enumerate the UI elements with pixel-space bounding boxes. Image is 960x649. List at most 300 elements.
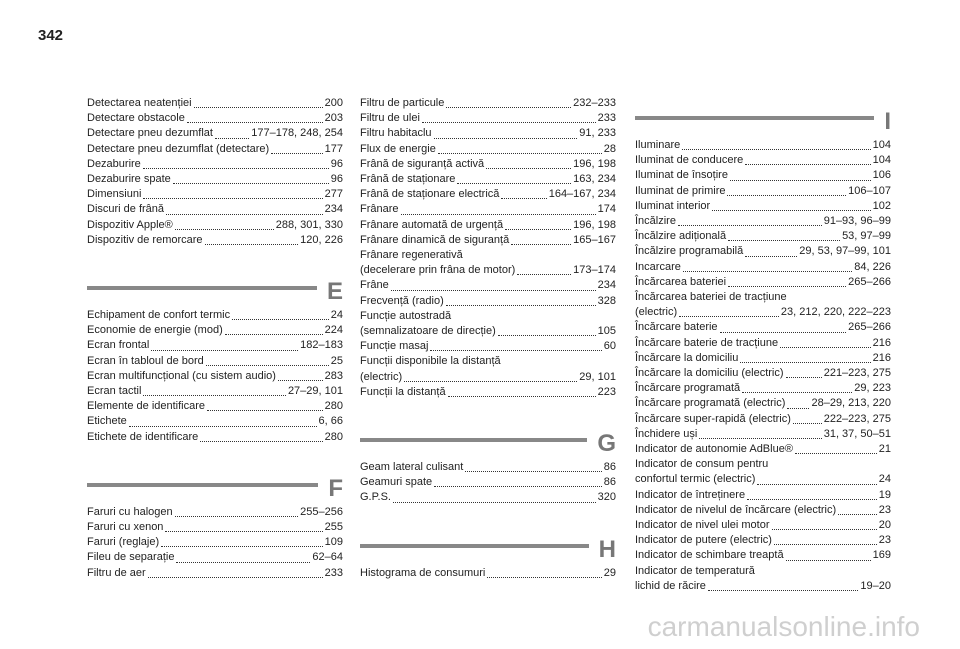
index-entry <box>635 488 891 503</box>
index-entry-term: Funcții disponibile la distanță <box>360 355 501 368</box>
index-entry-term: Frânare dinamică de siguranță <box>360 233 510 246</box>
index-entry <box>87 505 343 520</box>
index-entry-term: Frână de staționare electrică <box>360 188 500 201</box>
index-entry-term: Ecran frontal <box>87 339 150 352</box>
index-entry <box>635 412 891 427</box>
index-entry-term: Iluminat interior <box>635 199 711 212</box>
dot-leader <box>740 362 870 363</box>
index-entry-term: Încălzire programabilă <box>635 245 744 258</box>
page-number: 342 <box>38 27 64 44</box>
dot-leader <box>129 426 317 427</box>
index-entry <box>87 172 343 187</box>
index-entry-pages: 106–107 <box>848 184 891 197</box>
index-entry-term: (semnalizatoare de direcție) <box>360 325 496 338</box>
dot-leader <box>679 316 779 317</box>
index-entry-term: Indicator de autonomie AdBlue® <box>635 443 793 456</box>
section-rule <box>360 544 589 548</box>
index-entry-term: Încărcare programată <box>635 382 741 395</box>
dot-leader <box>678 225 822 226</box>
index-entry-pages: 223 <box>597 385 616 398</box>
index-entry <box>635 396 891 411</box>
section-letter: G <box>597 430 616 458</box>
index-entry-term: Frână de staționare <box>360 173 456 186</box>
index-entry-pages: 216 <box>872 351 891 364</box>
index-entry <box>360 218 616 233</box>
dot-leader <box>225 334 323 335</box>
dot-leader <box>757 484 876 485</box>
index-entry-pages: 280 <box>324 430 343 443</box>
section-rule <box>635 116 874 120</box>
index-entry-term: Iluminare <box>635 139 681 151</box>
index-entry-pages: 288, 301, 330 <box>275 218 343 231</box>
index-entry-term: (electric) <box>360 370 403 383</box>
index-entry-term: Incarcare <box>635 260 681 273</box>
index-entry-pages: 20 <box>878 519 891 532</box>
index-entry-term: Frânare regenerativă <box>360 249 463 262</box>
index-entry <box>87 369 343 384</box>
index-entry-pages: 102 <box>872 199 891 212</box>
index-entry-term: Dimensiuni <box>87 188 142 201</box>
index-entry-term: Funcție masaj <box>360 340 429 353</box>
dot-leader <box>165 531 322 532</box>
index-entry-pages: 21 <box>878 443 891 456</box>
index-entry-pages: 29, 53, 97–99, 101 <box>799 245 891 258</box>
index-column-1 <box>87 96 343 581</box>
dot-leader <box>176 562 310 563</box>
dot-leader <box>720 332 847 333</box>
index-entry-pages: 91–93, 96–99 <box>823 215 891 228</box>
index-entry-pages: 25 <box>330 354 343 367</box>
index-entry-term: Dispozitiv Apple® <box>87 218 173 231</box>
index-entry-term: Faruri cu xenon <box>87 521 164 534</box>
index-entry-pages: 255 <box>324 521 343 534</box>
index-entry <box>635 427 891 442</box>
index-entry-term: Încărcarea bateriei <box>635 275 727 288</box>
index-entry <box>87 187 343 202</box>
dot-leader <box>278 380 323 381</box>
index-entry-term: Frână de siguranță activă <box>360 157 485 170</box>
index-entry <box>635 138 891 153</box>
section-header <box>360 524 616 564</box>
index-entry-term: Ecran multifuncțional (cu sistem audio) <box>87 369 276 382</box>
dot-leader <box>745 164 870 165</box>
index-entry-term: Discuri de frână <box>87 203 165 216</box>
dot-leader <box>772 529 877 530</box>
index-entry <box>87 308 343 323</box>
dot-leader <box>683 271 852 272</box>
index-entry <box>87 430 343 445</box>
dot-leader <box>143 168 329 169</box>
index-entry <box>635 244 891 259</box>
index-entry <box>360 370 616 385</box>
index-entry-term: (decelerare prin frâna de motor) <box>360 264 516 277</box>
index-entry-term: Histograma de consumuri <box>360 566 486 579</box>
dot-leader <box>175 229 274 230</box>
index-entry-pages: 277 <box>324 188 343 201</box>
index-column-2 <box>360 96 616 581</box>
index-entry-term: Indicator de nivel ulei motor <box>635 519 770 532</box>
index-entry <box>87 354 343 369</box>
index-entry-pages: 104 <box>872 154 891 167</box>
dot-leader <box>708 590 858 591</box>
index-entry-pages: 86 <box>603 461 616 474</box>
index-entry-term: Funcție autostradă <box>360 309 452 322</box>
index-entry-pages: 232–233 <box>573 97 616 109</box>
index-entry-term: Indicator de putere (electric) <box>635 534 772 547</box>
index-entry-pages: 216 <box>872 336 891 349</box>
index-entry-pages: 203 <box>324 112 343 125</box>
index-entry-term: Încălzire <box>635 215 676 228</box>
index-entry <box>635 472 891 487</box>
dot-leader <box>430 350 601 351</box>
index-entry-term: Dezaburire <box>87 157 141 170</box>
index-entry-term: Iluminat de primire <box>635 184 726 197</box>
index-entry <box>87 550 343 565</box>
index-entry-pages: 19 <box>878 488 891 501</box>
index-entry-term: Încărcare baterie <box>635 321 718 334</box>
dot-leader <box>795 453 877 454</box>
index-entry-pages: 177 <box>324 142 343 155</box>
index-entry-term: lichid de răcire <box>635 579 706 592</box>
index-entry-pages: 165–167 <box>573 233 616 246</box>
index-entry <box>87 520 343 535</box>
index-entry-term: Încărcare super-rapidă (electric) <box>635 412 791 425</box>
index-entry-term: Indicator de întreținere <box>635 488 746 501</box>
index-entry-pages: 169 <box>872 549 891 562</box>
section-header <box>87 463 343 503</box>
index-entry-term: Încărcare la domiciliu <box>635 351 739 364</box>
index-entry <box>635 548 891 563</box>
dot-leader <box>166 214 323 215</box>
dot-leader <box>143 198 322 199</box>
dot-leader <box>148 577 323 578</box>
dot-leader <box>742 392 852 393</box>
index-entry <box>360 142 616 157</box>
index-entry-pages: 280 <box>324 400 343 413</box>
dot-leader <box>787 408 809 409</box>
index-entry-pages: 120, 226 <box>300 233 343 246</box>
index-entry-term: Elemente de identificare <box>87 400 206 413</box>
index-entry <box>87 142 343 157</box>
index-entry <box>635 579 891 594</box>
index-entry-pages: 91, 233 <box>579 127 616 140</box>
index-column-3 <box>635 96 891 594</box>
dot-leader <box>143 395 286 396</box>
index-entry-pages: 86 <box>603 476 616 489</box>
index-entry-term: Detectarea neatenției <box>87 97 192 109</box>
dot-leader <box>457 183 571 184</box>
index-entry-pages: 265–266 <box>848 321 891 334</box>
dot-leader <box>745 256 797 257</box>
index-entry-pages: 234 <box>324 203 343 216</box>
dot-leader <box>682 149 870 150</box>
dot-leader <box>434 138 578 139</box>
dot-leader <box>511 244 571 245</box>
index-entry-term: Fileu de separație <box>87 551 175 564</box>
index-entry <box>635 518 891 533</box>
index-entry <box>360 339 616 354</box>
index-entry <box>360 324 616 339</box>
index-entry-pages: 200 <box>324 97 343 109</box>
index-entry-term: Iluminat de conducere <box>635 154 744 167</box>
index-entry-pages: 27–29, 101 <box>287 385 343 398</box>
index-entry-term: Etichete de identificare <box>87 430 199 443</box>
dot-leader <box>446 305 596 306</box>
index-entry-pages: 31, 37, 50–51 <box>823 427 891 440</box>
dot-leader <box>194 107 323 108</box>
dot-leader <box>728 286 846 287</box>
index-entry <box>360 172 616 187</box>
dot-leader <box>712 210 870 211</box>
dot-leader <box>438 153 602 154</box>
dot-leader <box>206 365 329 366</box>
index-entry-pages: 24 <box>878 473 891 486</box>
dot-leader <box>151 350 298 351</box>
index-entry-term: Geamuri spate <box>360 476 433 489</box>
index-entry-pages: 19–20 <box>860 579 891 592</box>
dot-leader <box>774 544 877 545</box>
index-entry-term: Filtru de particule <box>360 97 445 109</box>
index-entry-term: Ecran în tabloul de bord <box>87 354 204 367</box>
index-entry-pages: 23 <box>878 503 891 516</box>
index-entry-pages: 234 <box>597 279 616 292</box>
section-rule <box>360 438 587 442</box>
index-entry <box>360 263 616 278</box>
index-entry-pages: 29 <box>603 566 616 579</box>
dot-leader <box>747 499 877 500</box>
section-rule <box>87 483 318 487</box>
index-entry-term: Indicator de temperatură <box>635 564 755 577</box>
index-entry <box>360 187 616 202</box>
index-entry <box>87 399 343 414</box>
index-entry-term: Iluminat de însoțire <box>635 169 728 182</box>
index-entry-pages: 222–223, 275 <box>823 412 891 425</box>
index-entry-pages: 328 <box>597 294 616 307</box>
dot-leader <box>786 560 871 561</box>
dot-leader <box>446 107 571 108</box>
dot-leader <box>175 516 299 517</box>
dot-leader <box>786 377 822 378</box>
index-entry-pages: 96 <box>330 157 343 170</box>
index-entry-term: Filtru de aer <box>87 566 146 579</box>
index-entry-pages: 164–167, 234 <box>548 188 616 201</box>
index-entry <box>87 384 343 399</box>
dot-leader <box>501 198 546 199</box>
index-entry-term: confortul termic (electric) <box>635 473 756 486</box>
index-entry <box>360 202 616 217</box>
index-entry <box>87 323 343 338</box>
index-entry-term: Faruri (reglaje) <box>87 536 160 549</box>
index-entry-pages: 106 <box>872 169 891 182</box>
dot-leader <box>232 319 329 320</box>
index-entry-pages: 196, 198 <box>573 157 616 170</box>
index-entry-term: Echipament de confort termic <box>87 309 231 322</box>
index-entry-term: Indicator de schimbare treaptă <box>635 549 784 562</box>
dot-leader <box>401 214 596 215</box>
index-entry <box>635 153 891 168</box>
index-entry <box>635 214 891 229</box>
index-entry-pages: 283 <box>324 369 343 382</box>
index-entry <box>87 566 343 581</box>
section-header <box>635 96 891 136</box>
dot-leader <box>730 180 871 181</box>
index-entry <box>360 385 616 400</box>
dot-leader <box>205 244 299 245</box>
index-entry-term: Etichete <box>87 415 127 428</box>
dot-leader <box>498 335 596 336</box>
index-entry <box>360 566 616 581</box>
dot-leader <box>838 514 877 515</box>
index-entry-term: G.P.S. <box>360 491 391 504</box>
dot-leader <box>393 502 596 503</box>
index-entry-term: Încălzire adițională <box>635 230 727 243</box>
section-header <box>87 266 343 306</box>
index-entry <box>360 233 616 248</box>
index-entry <box>635 305 891 320</box>
index-entry <box>87 157 343 172</box>
index-entry-pages: 174 <box>597 203 616 216</box>
index-entry-pages: 23 <box>878 534 891 547</box>
index-entry <box>635 336 891 351</box>
dot-leader <box>505 229 571 230</box>
index-entry <box>87 111 343 126</box>
watermark: carmanualsonline.info <box>647 611 920 642</box>
dot-leader <box>187 122 323 123</box>
section-header <box>360 418 616 458</box>
index-entry <box>360 294 616 309</box>
index-entry-term: Detectare pneu dezumflat (detectare) <box>87 142 270 155</box>
index-entry <box>360 111 616 126</box>
dot-leader <box>161 546 323 547</box>
index-entry-pages: 60 <box>603 340 616 353</box>
index-entry-pages: 233 <box>324 566 343 579</box>
index-entry-term: Frânare <box>360 203 399 216</box>
index-entry-pages: 62–64 <box>312 551 343 564</box>
index-entry-term: Geam lateral culisant <box>360 461 464 474</box>
index-entry <box>87 338 343 353</box>
index-entry <box>360 490 616 505</box>
dot-leader <box>780 347 871 348</box>
section-letter: F <box>328 474 343 502</box>
dot-leader <box>200 441 322 442</box>
index-entry <box>635 260 891 275</box>
index-entry-pages: 224 <box>324 324 343 337</box>
index-entry <box>360 157 616 172</box>
dot-leader <box>173 183 329 184</box>
section-letter: I <box>884 108 891 135</box>
index-entry <box>87 126 343 141</box>
index-entry-pages: 96 <box>330 173 343 186</box>
index-entry-term: (electric) <box>635 306 678 319</box>
index-entry <box>635 168 891 183</box>
dot-leader <box>727 195 846 196</box>
index-entry-pages: 173–174 <box>573 264 616 277</box>
index-entry-pages: 104 <box>872 139 891 151</box>
dot-leader <box>465 471 601 472</box>
index-entry-pages: 265–266 <box>848 275 891 288</box>
dot-leader <box>517 274 571 275</box>
dot-leader <box>487 577 601 578</box>
section-rule <box>87 286 317 290</box>
section-letter: E <box>326 278 343 306</box>
dot-leader <box>404 381 577 382</box>
index-entry-pages: 6, 66 <box>318 415 343 428</box>
index-entry-term: Detectare pneu dezumflat <box>87 127 213 140</box>
dot-leader <box>448 396 596 397</box>
index-entry-pages: 255–256 <box>300 505 343 518</box>
index-entry-pages: 28–29, 213, 220 <box>811 397 891 410</box>
index-entry-term: Detectare obstacole <box>87 112 185 125</box>
index-entry-pages: 84, 226 <box>854 260 891 273</box>
index-entry <box>360 96 616 111</box>
dot-leader <box>699 438 821 439</box>
index-entry <box>87 202 343 217</box>
index-entry-pages: 221–223, 275 <box>823 367 891 380</box>
index-entry-term: Frânare automată de urgență <box>360 218 504 231</box>
index-entry-term: Funcții la distanță <box>360 385 446 398</box>
index-entry <box>635 533 891 548</box>
index-entry <box>635 442 891 457</box>
index-entry <box>635 275 891 290</box>
dot-leader <box>728 240 840 241</box>
index-entry <box>87 218 343 233</box>
index-entry-pages: 23, 212, 220, 222–223 <box>780 306 891 319</box>
index-entry-pages: 233 <box>597 112 616 125</box>
index-entry-pages: 196, 198 <box>573 218 616 231</box>
index-entry-term: Frâne <box>360 279 389 292</box>
index-entry-pages: 29, 101 <box>579 370 616 383</box>
index-entry <box>635 503 891 518</box>
index-entry-term: Încărcare la domiciliu (electric) <box>635 367 784 380</box>
dot-leader <box>434 486 602 487</box>
index-entry-term: Încărcare programată (electric) <box>635 397 786 410</box>
index-entry <box>87 414 343 429</box>
index-entry <box>87 535 343 550</box>
index-entry-pages: 53, 97–99 <box>842 230 891 243</box>
index-entry-pages: 28 <box>603 142 616 155</box>
index-entry-pages: 177–178, 248, 254 <box>251 127 343 140</box>
index-entry <box>360 126 616 141</box>
dot-leader <box>486 168 571 169</box>
index-entry-term: Indicator de consum pentru <box>635 458 769 471</box>
index-entry-pages: 29, 223 <box>854 382 891 395</box>
index-entry <box>635 184 891 199</box>
index-entry <box>360 475 616 490</box>
index-entry-term: Încărcare baterie de tracțiune <box>635 336 779 349</box>
index-entry <box>635 381 891 396</box>
index-entry <box>635 351 891 366</box>
index-entry-term: Ecran tactil <box>87 385 142 398</box>
index-entry-pages: 163, 234 <box>573 173 616 186</box>
index-entry-term: Filtru de ulei <box>360 112 420 125</box>
index-entry-term: Economie de energie (mod) <box>87 324 223 337</box>
index-entry <box>635 366 891 381</box>
dot-leader <box>207 410 323 411</box>
dot-leader <box>422 122 596 123</box>
index-entry-term: Filtru habitaclu <box>360 127 432 140</box>
index-entry-term: Închidere uși <box>635 427 698 440</box>
index-entry-pages: 109 <box>324 536 343 549</box>
index-entry-term: Faruri cu halogen <box>87 505 173 518</box>
index-entry <box>87 96 343 111</box>
dot-leader <box>215 138 249 139</box>
index-entry-term: Dispozitiv de remorcare <box>87 233 203 246</box>
index-entry-pages: 24 <box>330 309 343 322</box>
index-entry <box>635 320 891 335</box>
index-entry-pages: 182–183 <box>300 339 343 352</box>
index-entry-term: Flux de energie <box>360 142 436 155</box>
dot-leader <box>391 290 596 291</box>
